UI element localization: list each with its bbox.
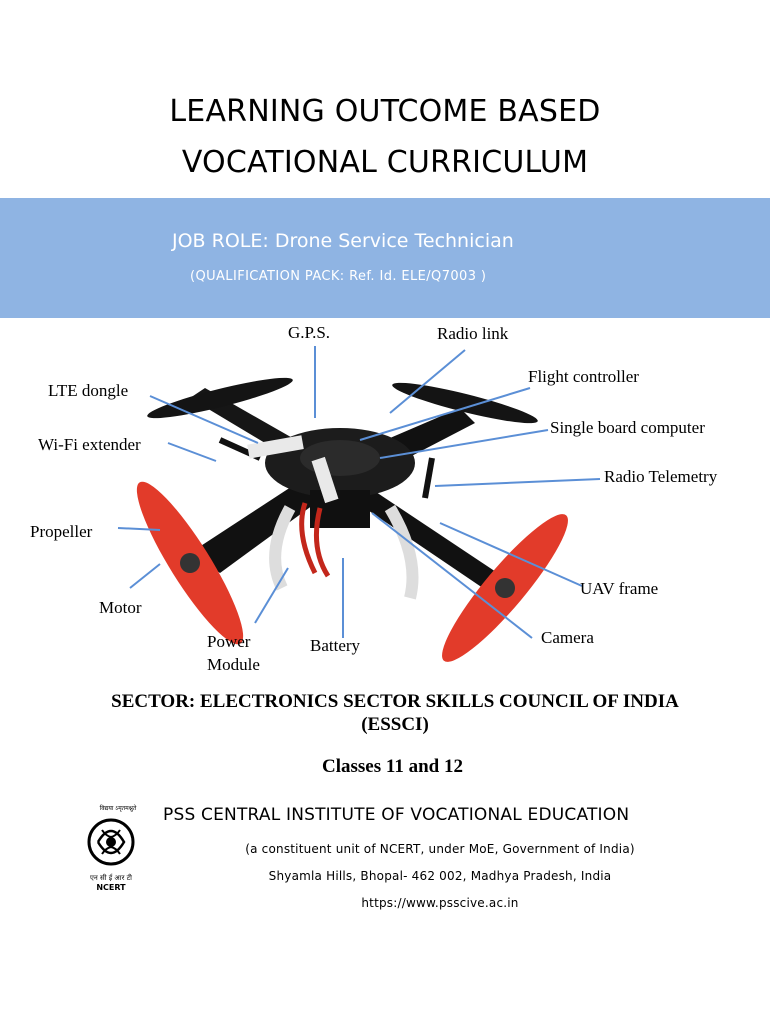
title-line-1: LEARNING OUTCOME BASED — [169, 94, 601, 129]
label-propeller: Propeller — [30, 522, 93, 541]
label-motor: Motor — [99, 598, 142, 617]
drone-diagram — [20, 318, 760, 680]
qualification-pack: (QUALIFICATION PACK: Ref. Id. ELE/Q7003 ) — [190, 269, 487, 284]
label-power-module-2: Module — [207, 655, 260, 674]
institute-address: Shyamla Hills, Bhopal- 462 002, Madhya Pradesh, India — [268, 869, 612, 883]
label-camera: Camera — [541, 628, 594, 647]
job-role-band — [0, 198, 770, 318]
classes: Classes 11 and 12 — [322, 756, 463, 777]
sector-line-1: SECTOR: ELECTRONICS SECTOR SKILLS COUNCIL OF INDIA — [111, 691, 679, 712]
label-flight-controller: Flight controller — [528, 367, 639, 386]
logo-ncert: NCERT — [96, 883, 126, 892]
label-single-board-computer: Single board computer — [550, 418, 705, 437]
institute-name: PSS CENTRAL INSTITUTE OF VOCATIONAL EDUCATION — [163, 805, 630, 825]
label-gps: G.P.S. — [288, 323, 331, 342]
institute-website[interactable]: https://www.psscive.ac.in — [361, 896, 519, 910]
logo-hindi: एन सी ई आर टी — [90, 874, 132, 882]
drone-illustration — [20, 318, 760, 680]
label-battery: Battery — [310, 636, 361, 655]
job-role: JOB ROLE: Drone Service Technician — [172, 230, 514, 252]
sector-line-2: (ESSCI) — [361, 714, 429, 735]
label-power-module-1: Power — [207, 632, 251, 651]
label-wifi-extender: Wi-Fi extender — [38, 435, 141, 454]
title-line-2: VOCATIONAL CURRICULUM — [181, 145, 589, 180]
sector — [0, 690, 770, 736]
logo-motto: विद्यया ऽमृतमश्नुते — [99, 805, 137, 812]
label-radio-link: Radio link — [437, 324, 509, 343]
institute-affiliation: (a constituent unit of NCERT, under MoE, Government of India) — [245, 842, 635, 856]
label-uav-frame: UAV frame — [580, 579, 659, 598]
label-lte-dongle: LTE dongle — [48, 381, 129, 400]
label-radio-telemetry: Radio Telemetry — [604, 467, 718, 486]
